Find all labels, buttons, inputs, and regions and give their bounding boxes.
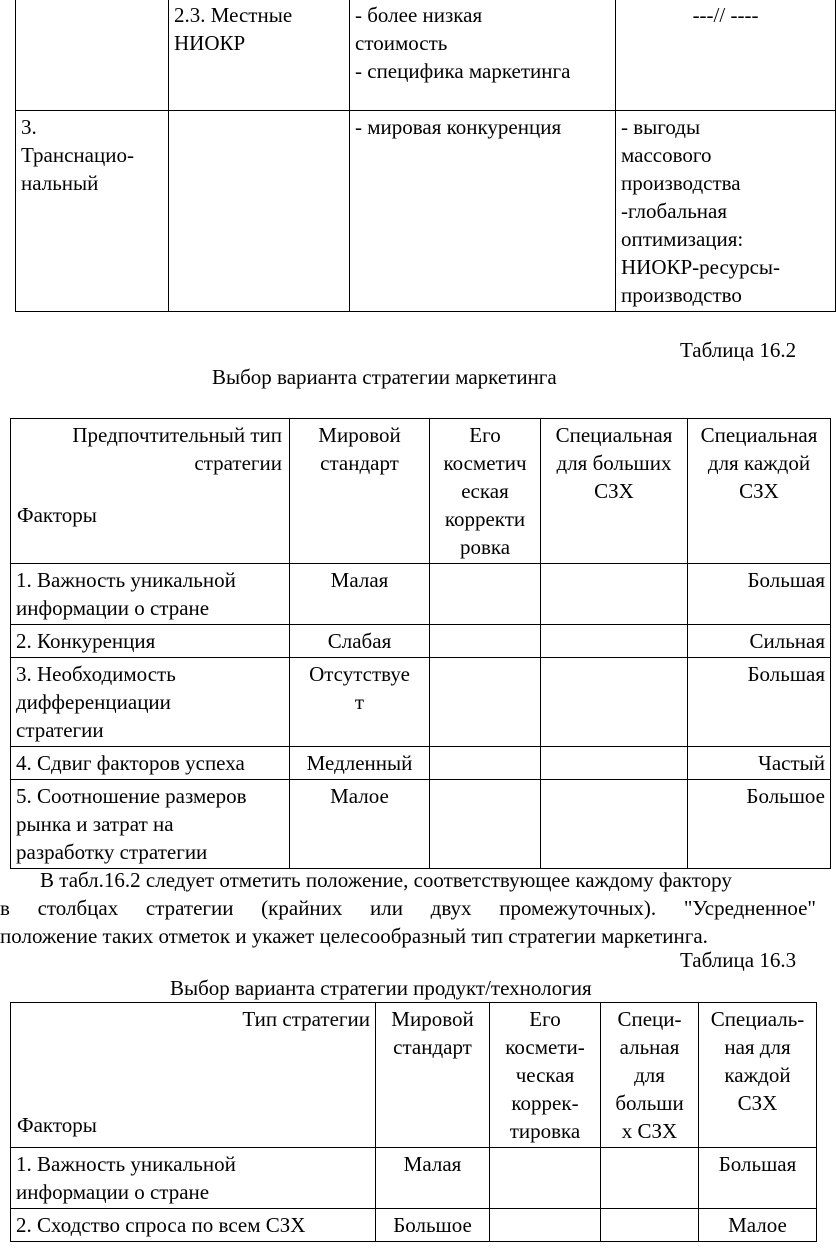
table-header-row bbox=[11, 419, 831, 564]
table-cell bbox=[490, 1148, 601, 1209]
table-cell: Малая bbox=[376, 1148, 490, 1209]
table-row bbox=[11, 780, 831, 869]
table-cell bbox=[541, 564, 688, 625]
table-cell: Малая bbox=[290, 564, 430, 625]
table-header-row bbox=[11, 1003, 817, 1148]
table-cell: - мировая конкуренция bbox=[350, 111, 616, 312]
table-cell bbox=[16, 0, 169, 111]
factor-cell: 4. Сдвиг факторов успеха bbox=[11, 747, 290, 780]
top-table bbox=[15, 0, 836, 312]
header-cell: Мировой стандарт bbox=[290, 419, 430, 564]
paragraph-line: в столбцах стратегии (крайних или двух промежуточных). "Усредненное" bbox=[0, 896, 816, 920]
table-cell bbox=[430, 658, 541, 747]
table-cell: Малое bbox=[290, 780, 430, 869]
table-cell bbox=[430, 564, 541, 625]
table-cell: Медленный bbox=[290, 747, 430, 780]
table-row bbox=[16, 111, 836, 312]
header-type-label: Тип стратегии bbox=[242, 1007, 370, 1031]
header-corner-cell bbox=[11, 1003, 376, 1148]
table-cell bbox=[541, 780, 688, 869]
table-cell: Малое bbox=[699, 1209, 817, 1242]
paragraph-line: В табл.16.2 следует отметить положение, соответствующее каждому фактору bbox=[40, 868, 732, 892]
header-cell: Его космети- ческая коррек- тировка bbox=[490, 1003, 601, 1148]
table-row bbox=[11, 1148, 817, 1209]
table-cell bbox=[541, 625, 688, 658]
table-cell bbox=[169, 111, 350, 312]
table-cell: ---// ---- bbox=[616, 0, 836, 111]
table-cell bbox=[430, 747, 541, 780]
paragraph-line: положение таких отметок и укажет целесообразный тип стратегии маркетинга. bbox=[0, 924, 708, 948]
table-row bbox=[16, 0, 836, 111]
table-cell bbox=[541, 658, 688, 747]
header-factors-label: Факторы bbox=[17, 1113, 97, 1137]
table-cell: Большая bbox=[688, 564, 831, 625]
body-paragraph bbox=[0, 866, 816, 950]
table-cell: Слабая bbox=[290, 625, 430, 658]
header-cell: Его косметич eская корректи ровка bbox=[430, 419, 541, 564]
factor-cell: 1. Важность уникальной информации о стране bbox=[11, 564, 290, 625]
header-corner-cell bbox=[11, 419, 290, 564]
factor-cell: 2. Сходство спроса по всем СЗХ bbox=[11, 1209, 376, 1242]
table-row bbox=[11, 625, 831, 658]
header-cell: Специ- альная для больши х СЗХ bbox=[601, 1003, 699, 1148]
factor-cell: 2. Конкуренция bbox=[11, 625, 290, 658]
table-cell: Большое bbox=[376, 1209, 490, 1242]
table-cell: Частый bbox=[688, 747, 831, 780]
table-row bbox=[11, 658, 831, 747]
header-cell: Специаль- ная для каждой СЗХ bbox=[699, 1003, 817, 1148]
table-row bbox=[11, 1209, 817, 1242]
table-cell: 3. Транснацио- нальный bbox=[16, 111, 169, 312]
factor-cell: 1. Важность уникальной информации о стране bbox=[11, 1148, 376, 1209]
table-label: Таблица 16.2 bbox=[680, 338, 797, 362]
table-cell bbox=[490, 1209, 601, 1242]
table-label: Таблица 16.3 bbox=[680, 948, 797, 972]
table-16-2 bbox=[10, 418, 831, 869]
table-title: Выбор варианта стратегии продукт/технология bbox=[170, 976, 592, 1000]
header-cell: Специальная для больших СЗХ bbox=[541, 419, 688, 564]
table-cell: Сильная bbox=[688, 625, 831, 658]
header-factors-label: Факторы bbox=[17, 503, 97, 527]
table-cell: Большая bbox=[688, 658, 831, 747]
table-cell bbox=[601, 1148, 699, 1209]
table-row bbox=[11, 747, 831, 780]
factor-cell: 5. Соотношение размеров рынка и затрат на разработку стратегии bbox=[11, 780, 290, 869]
table-cell: - более низкая стоимость - специфика маркетинга bbox=[350, 0, 616, 111]
table-row bbox=[11, 564, 831, 625]
table-cell bbox=[601, 1209, 699, 1242]
table-cell bbox=[430, 780, 541, 869]
header-cell: Специальная для каждой СЗХ bbox=[688, 419, 831, 564]
header-cell: Мировой стандарт bbox=[376, 1003, 490, 1148]
factor-cell: 3. Необходимость дифференциации стратегии bbox=[11, 658, 290, 747]
header-type-label: Предпочтительный тип стратегии bbox=[72, 423, 282, 475]
table-cell: Большое bbox=[688, 780, 831, 869]
table-16-3 bbox=[10, 1002, 817, 1242]
table-cell: Отсутствуе т bbox=[290, 658, 430, 747]
table-cell: - выгоды массового производства -глобальная оптимизация: НИОКР-ресурсы- производство bbox=[616, 111, 836, 312]
table-cell: 2.3. Местные НИОКР bbox=[169, 0, 350, 111]
table-cell bbox=[541, 747, 688, 780]
table-cell bbox=[430, 625, 541, 658]
table-cell: Большая bbox=[699, 1148, 817, 1209]
table-title: Выбор варианта стратегии маркетинга bbox=[212, 365, 557, 389]
